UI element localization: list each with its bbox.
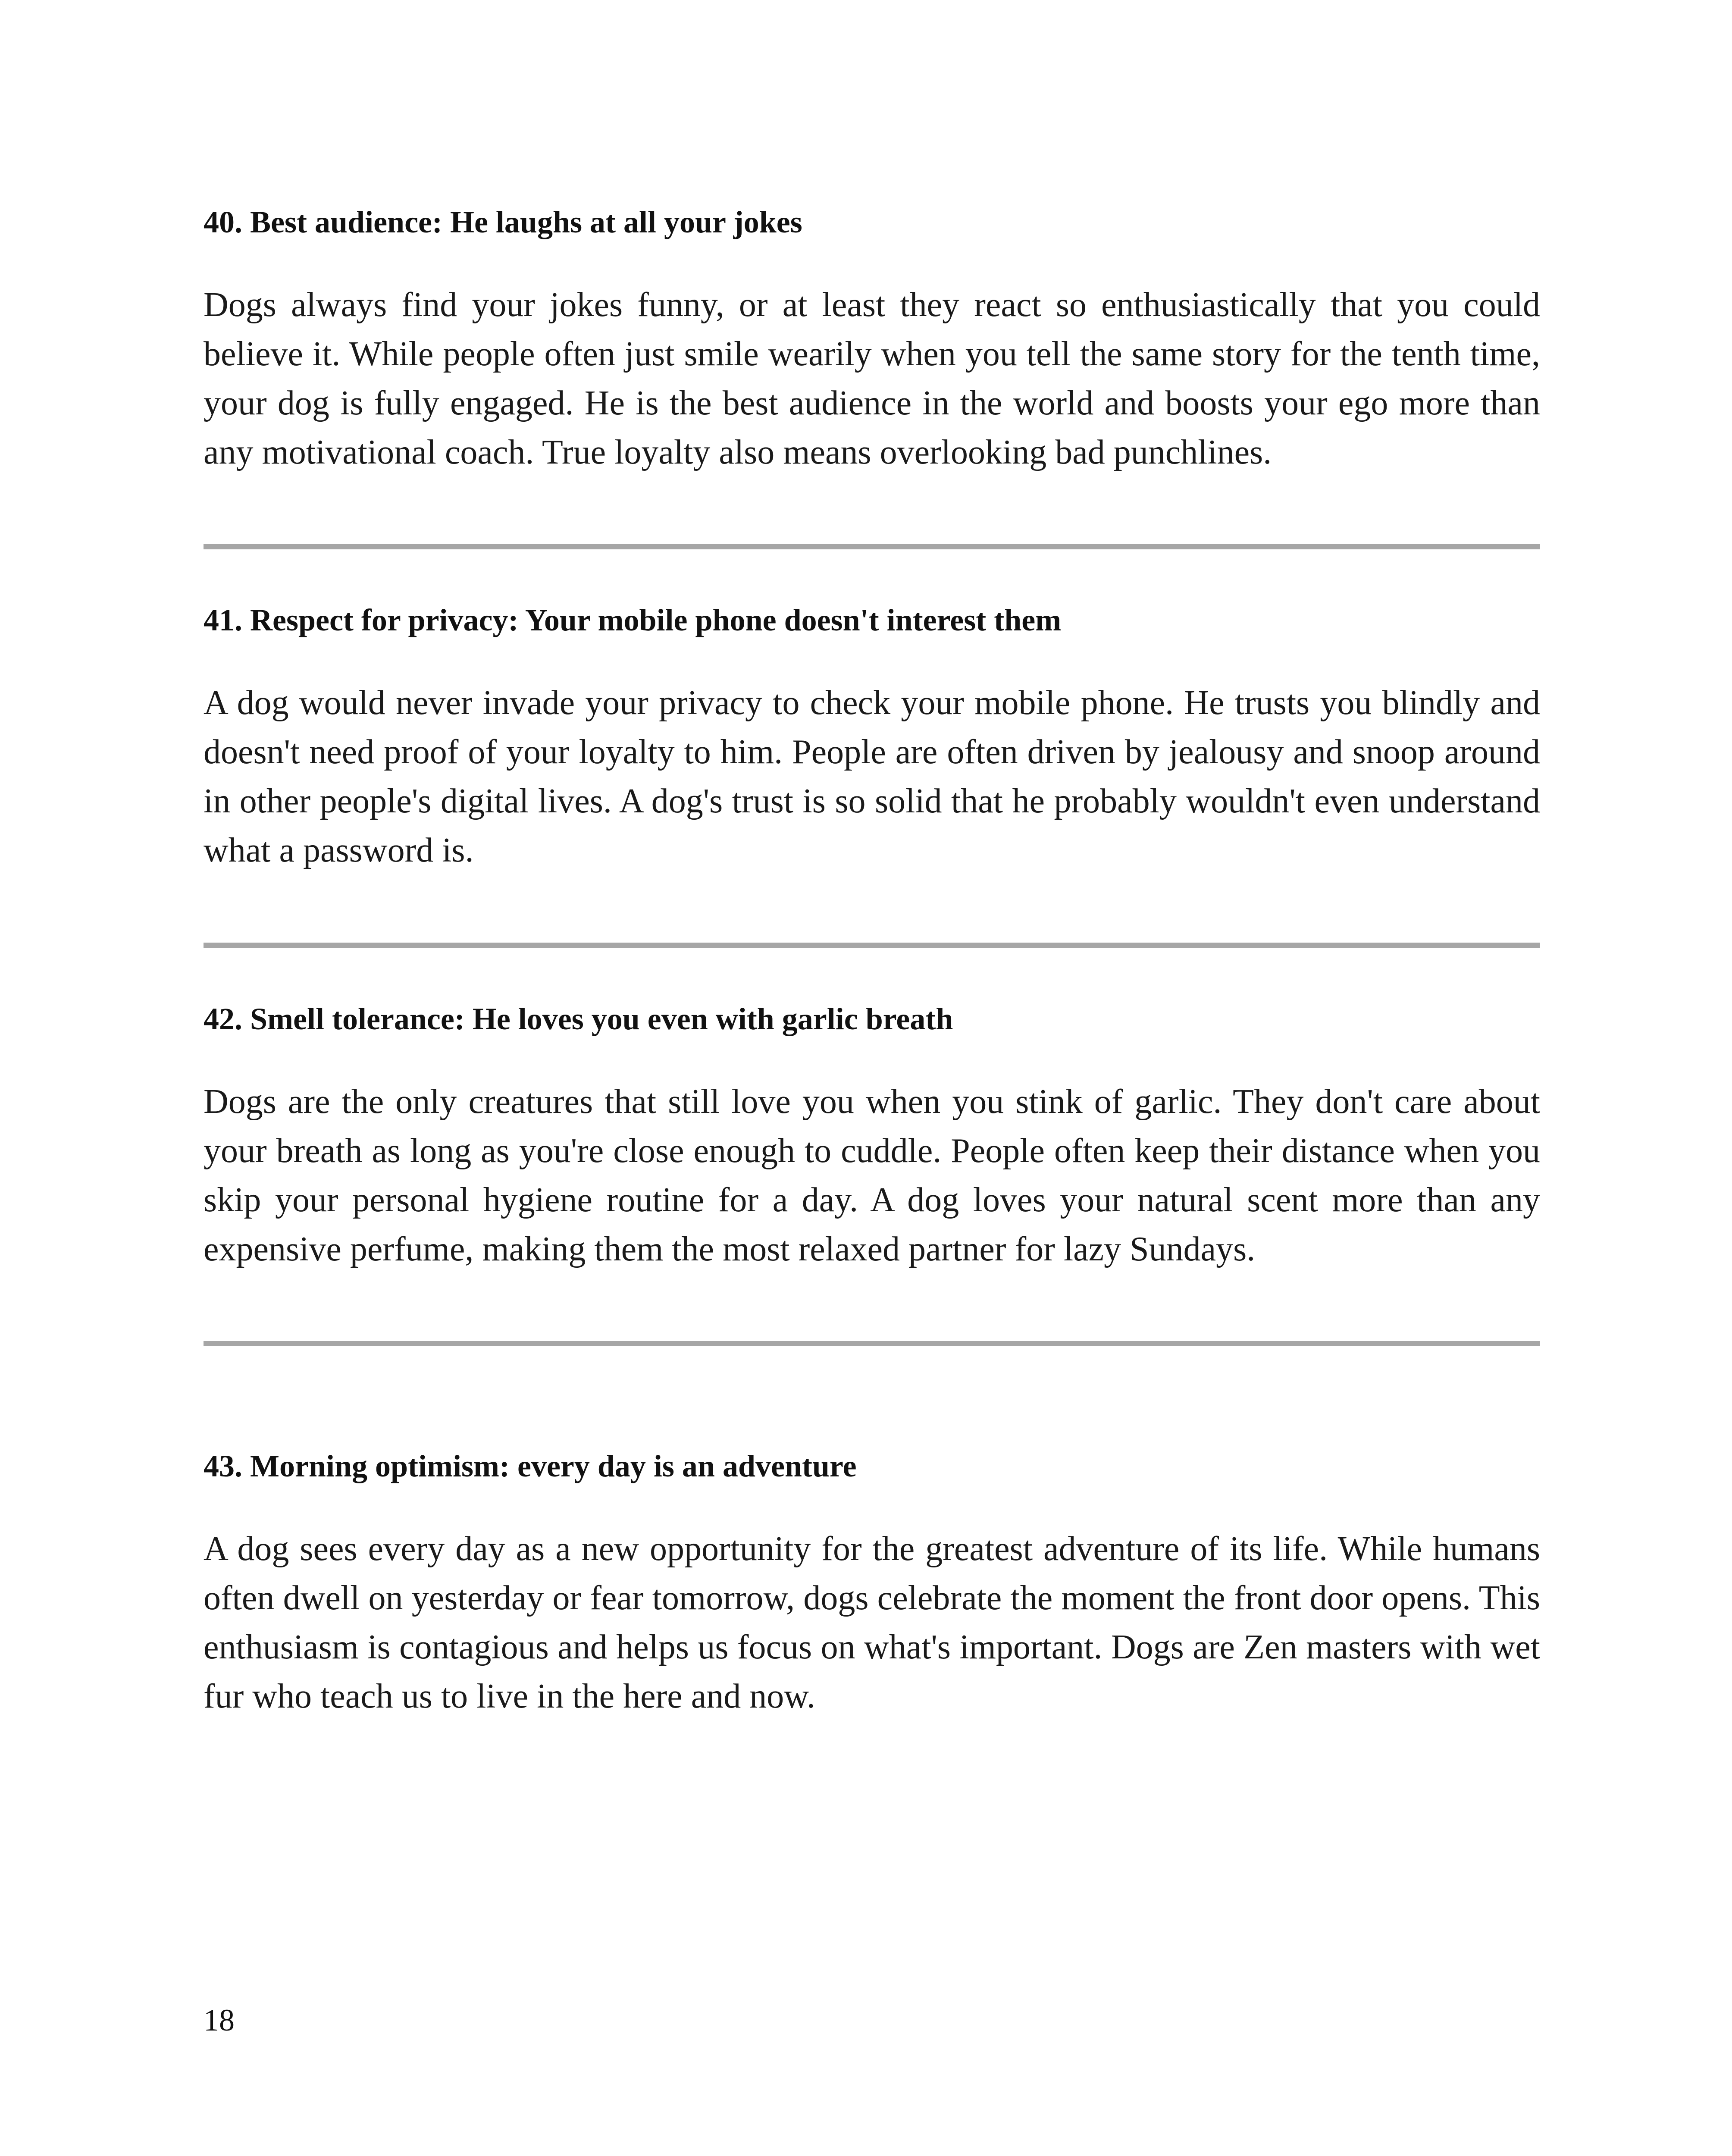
section-body: Dogs are the only creatures that still love you when you stink of garlic. They don't care about your breath as long as you're close enough to cuddle. People often keep their distance when you skip your personal hygiene routine for a day. A dog loves your natural scent more than any expensive perfume, making them the most relaxed partner for lazy Sundays.: [204, 1083, 1540, 1268]
section-42: [204, 1000, 1540, 1274]
section-heading: 40. Best audience: He laughs at all your jokes: [204, 205, 802, 239]
section-heading: 42. Smell tolerance: He loves you even with garlic breath: [204, 1002, 953, 1036]
section-body: A dog would never invade your privacy to check your mobile phone. He trusts you blindly and doesn't need proof of your loyalty to him. People are often driven by jealousy and snoop around in other people's digital lives. A dog's trust is so solid that he probably wouldn't even understand what a password is.: [204, 684, 1540, 869]
divider-rule: [204, 1341, 1540, 1346]
section-43: [204, 1447, 1540, 1721]
divider-rule: [204, 943, 1540, 948]
divider-rule: [204, 544, 1540, 549]
section-body: Dogs always find your jokes funny, or at least they react so enthusiastically that you could believe it. While people often just smile wearily when you tell the same story for the tenth time, your dog is fully engaged. He is the best audience in the world and boosts your ego more than any motivational coach. True loyalty also means overlooking bad punchlines.: [204, 286, 1540, 471]
section-body: A dog sees every day as a new opportunity for the greatest adventure of its life. While humans often dwell on yesterday or fear tomorrow, dogs celebrate the moment the front door opens. This enthusiasm is contagious and helps us focus on what's important. Dogs are Zen masters with wet fur who teach us to live in the here and now.: [204, 1530, 1540, 1715]
section-heading: 41. Respect for privacy: Your mobile phone doesn't interest them: [204, 603, 1062, 637]
section-heading: 43. Morning optimism: every day is an adventure: [204, 1449, 857, 1483]
page-number: 18: [204, 2003, 235, 2037]
section-41: [204, 601, 1540, 875]
section-40: [204, 203, 1540, 477]
